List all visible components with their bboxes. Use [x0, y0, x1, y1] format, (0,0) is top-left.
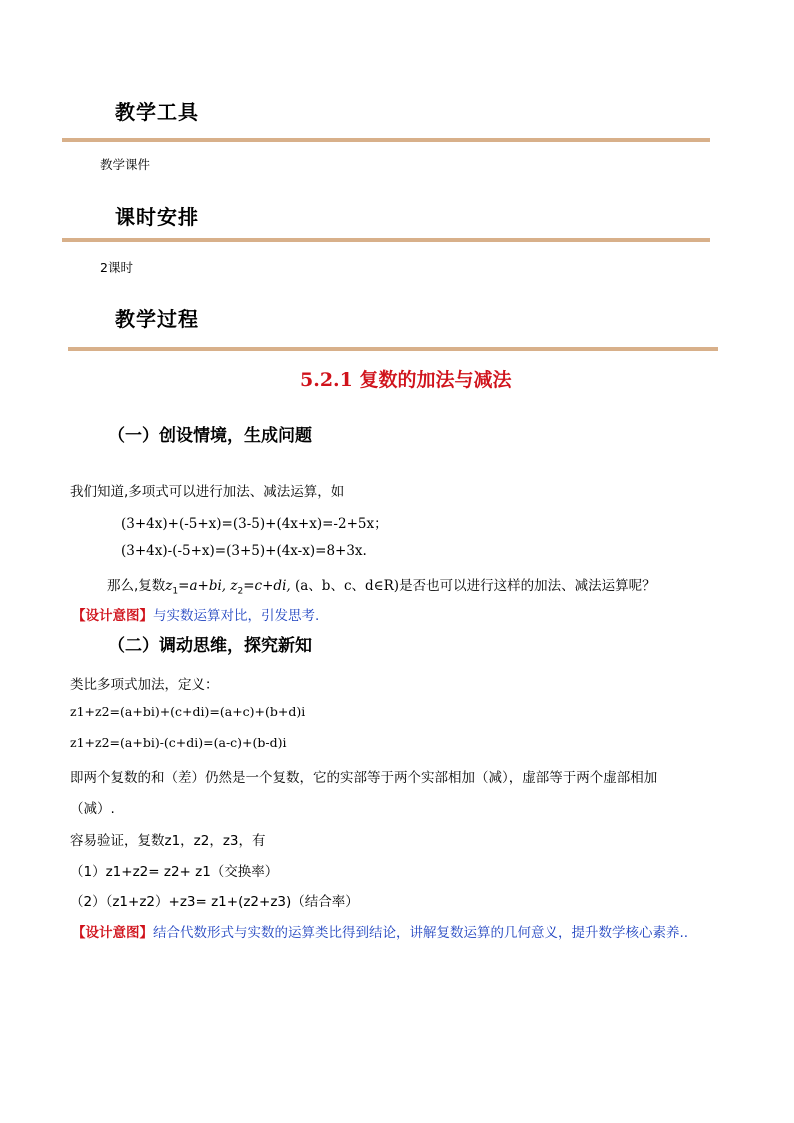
explanation-line-2: （减）.: [70, 801, 115, 817]
z2-symbol: z: [230, 578, 238, 594]
equation-1: (3+4x)+(-5+x)=(3-5)+(4x+x)=-2+5x；: [121, 516, 388, 532]
schedule-text: 2课时: [100, 260, 133, 275]
part2-heading: （二）调动思维，探究新知: [108, 636, 312, 656]
part1-heading: （一）创设情境，生成问题: [108, 426, 312, 446]
equation-2: (3+4x)-(-5+x)=(3+5)+(4x-x)=8+3x.: [121, 543, 367, 559]
law-associative: （2）（z1+z2）+z3= z1+(z2+z3)（结合率）: [70, 894, 359, 910]
z1-expr: =a+bi,: [178, 578, 227, 594]
question-prefix: 那么,复数: [107, 578, 166, 594]
part2-intro: 类比多项式加法，定义：: [70, 677, 219, 693]
process-heading: 教学过程: [115, 307, 199, 331]
section-divider: [62, 238, 710, 242]
definition-add: z1+z2=(a+bi)+(c+di)=(a+c)+(b+d)i: [70, 704, 306, 719]
z2-expr: =c+di,: [243, 578, 291, 594]
verify-text: 容易验证，复数z1，z2，z3，有: [70, 833, 266, 849]
design-intent-1: [72, 604, 319, 624]
explanation-line-1: 即两个复数的和（差）仍然是一个复数，它的实部等于两个实部相加（减），虚部等于两个虚部相加: [70, 770, 658, 786]
schedule-heading: 课时安排: [115, 205, 199, 229]
definition-sub: z1+z2=(a+bi)-(c+di)=(a-c)+(b-d)i: [70, 735, 287, 750]
question-line: [107, 574, 656, 597]
tools-text: 教学课件: [100, 157, 151, 172]
design-intent-tag: 【设计意图】: [72, 925, 153, 941]
law-commutative: （1）z1+z2= z2+ z1（交换率）: [70, 864, 279, 880]
z1-subscript: 1: [172, 586, 179, 597]
design-intent-tag: 【设计意图】: [72, 608, 153, 624]
question-suffix: 是否也可以进行这样的加法、减法运算呢？: [399, 578, 656, 594]
design-intent-text: 结合代数形式与实数的运算类比得到结论，讲解复数运算的几何意义，提升数学核心素养..: [153, 925, 689, 941]
design-intent-2: [72, 921, 688, 941]
section-divider: [68, 347, 718, 351]
question-condition: (a、b、c、d∈R): [294, 578, 400, 594]
tools-heading: 教学工具: [115, 100, 199, 124]
lesson-title: 5.2.1 复数的加法与减法: [300, 369, 512, 391]
design-intent-text: 与实数运算对比，引发思考.: [153, 608, 320, 624]
z1-symbol: z: [165, 578, 173, 594]
part1-intro: 我们知道,多项式可以进行加法、减法运算，如: [70, 484, 345, 500]
section-divider: [62, 138, 710, 142]
z2-subscript: 2: [237, 586, 244, 597]
